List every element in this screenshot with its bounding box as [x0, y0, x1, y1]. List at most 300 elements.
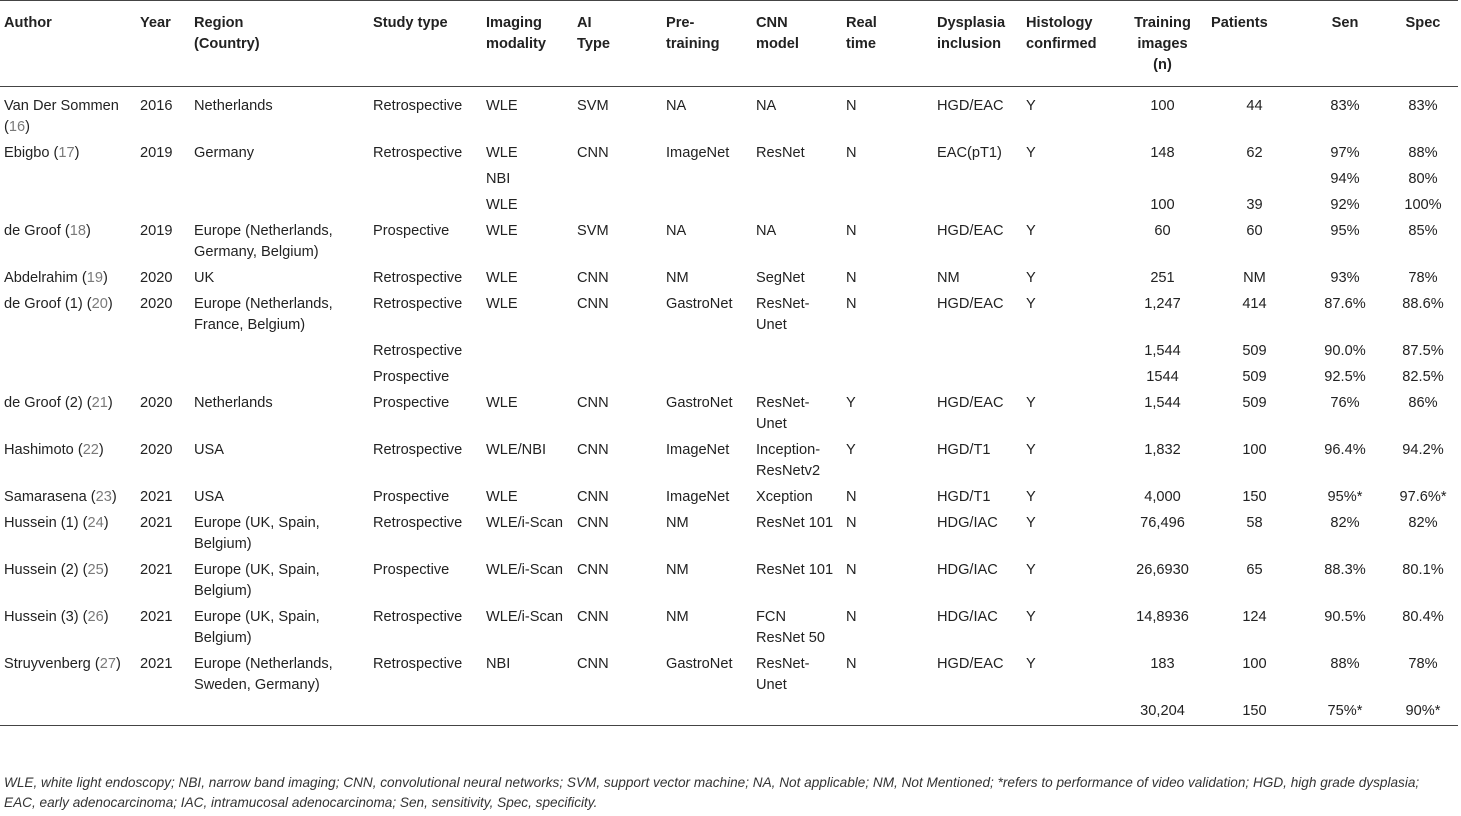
histology-confirmed-cell: Y — [1026, 145, 1036, 161]
year-cell: 2016 — [140, 98, 173, 114]
real-time-cell: N — [846, 656, 857, 672]
imaging-modality-cell — [482, 696, 573, 726]
header-dysplasia-inclusion: Dysplasia inclusion — [933, 1, 1022, 87]
dysplasia-inclusion-cell: NM — [937, 270, 960, 286]
cnn-model-cell — [752, 190, 842, 216]
histology-confirmed-cell: Y — [1026, 395, 1036, 411]
header-real-time: Real time — [842, 1, 933, 87]
table-row — [0, 190, 1458, 216]
training-images-cell — [1118, 164, 1207, 190]
table-footnote: WLE, white light endoscopy; NBI, narrow band imaging; CNN, convolutional neural networks; SVM, support vector machine; NA, Not applicable; NM, Not Mentioned; *refers to performance of video validation; HGD, high grade dysplasia; EAC, early adenocarcinoma; IAC, intramucosal adenocarcinoma; Sen, sensitivity, Spec, specificity. — [4, 775, 1420, 810]
training-images-cell: 251 — [1150, 270, 1175, 286]
table-row — [0, 362, 1458, 388]
year-cell: 2021 — [140, 656, 173, 672]
table-row — [0, 388, 1458, 435]
cnn-model-cell: NA — [756, 223, 777, 239]
study-type-cell — [369, 190, 482, 216]
sen-cell: 94% — [1330, 171, 1360, 187]
cnn-model-cell — [752, 336, 842, 362]
author-cell: Hussein (2) (25) — [4, 562, 109, 578]
header-region: Region (Country) — [190, 1, 369, 87]
author-name: Ebigbo — [4, 145, 50, 161]
training-images-cell: 148 — [1150, 145, 1175, 161]
dysplasia-inclusion-cell: HGD/EAC — [937, 395, 1004, 411]
spec-cell: 82% — [1408, 515, 1438, 531]
dysplasia-inclusion-cell: HDG/IAC — [937, 562, 998, 578]
region-cell: Europe (Netherlands, Sweden, Germany) — [194, 656, 333, 693]
table-row — [0, 435, 1458, 482]
year-cell: 2020 — [140, 442, 173, 458]
sen-cell: 97% — [1330, 145, 1360, 161]
training-images-cell: 1544 — [1146, 369, 1179, 385]
table-row — [0, 555, 1458, 602]
spec-cell: 86% — [1408, 395, 1438, 411]
dysplasia-inclusion-cell: HGD/EAC — [937, 223, 1004, 239]
pre-training-cell — [662, 190, 752, 216]
histology-confirmed-cell: Y — [1026, 562, 1036, 578]
sen-cell: 95% — [1330, 223, 1360, 239]
imaging-modality-cell: WLE/i-Scan — [486, 609, 564, 625]
histology-confirmed-cell: Y — [1026, 656, 1036, 672]
histology-confirmed-cell — [1022, 190, 1118, 216]
author-name: Van Der Sommen — [4, 98, 119, 114]
study-type-cell: Retrospective — [373, 442, 463, 458]
header-training-images: Training images (n) — [1118, 1, 1207, 87]
cnn-model-cell — [752, 696, 842, 726]
author-cell — [0, 164, 136, 190]
sen-cell: 75%* — [1302, 696, 1388, 726]
dysplasia-inclusion-cell: HGD/EAC — [937, 656, 1004, 672]
spec-cell: 87.5% — [1402, 343, 1444, 359]
sen-cell: 96.4% — [1324, 442, 1366, 458]
study-type-cell: Retrospective — [373, 609, 463, 625]
author-cell: de Groof (2) (21) — [4, 395, 113, 411]
imaging-modality-cell: WLE/i-Scan — [486, 515, 564, 531]
real-time-cell — [842, 190, 933, 216]
author-cell: Abdelrahim (19) — [4, 270, 108, 286]
sen-cell: 92.5% — [1324, 369, 1366, 385]
imaging-modality-cell: WLE — [486, 489, 518, 505]
cnn-model-cell: NA — [756, 98, 777, 114]
header-imaging-modality: Imaging modality — [482, 1, 573, 87]
patients-cell — [1207, 164, 1302, 190]
spec-cell: 88.6% — [1402, 296, 1444, 312]
sen-cell: 83% — [1330, 98, 1360, 114]
reference-number: 25 — [87, 562, 104, 578]
real-time-cell: N — [846, 98, 857, 114]
patients-cell: 509 — [1242, 369, 1267, 385]
sen-cell: 92% — [1330, 197, 1360, 213]
pre-training-cell: ImageNet — [666, 145, 730, 161]
patients-cell: 100 — [1242, 656, 1267, 672]
dysplasia-inclusion-cell: HGD/EAC — [937, 98, 1004, 114]
pre-training-cell: ImageNet — [666, 442, 730, 458]
spec-cell: 78% — [1408, 270, 1438, 286]
ai-type-cell — [573, 696, 662, 726]
patients-cell: 60 — [1246, 223, 1263, 239]
sen-cell: 88.3% — [1324, 562, 1366, 578]
dysplasia-inclusion-cell: HGD/T1 — [937, 442, 991, 458]
header-pre-training: Pre- training — [662, 1, 752, 87]
study-type-cell — [369, 164, 482, 190]
cnn-model-cell: ResNet-Unet — [756, 296, 810, 333]
ai-type-cell: CNN — [577, 515, 609, 531]
table-row — [0, 696, 1458, 726]
spec-cell: 100% — [1404, 197, 1442, 213]
real-time-cell — [842, 164, 933, 190]
header-sen: Sen — [1302, 1, 1388, 87]
pre-training-cell — [662, 696, 752, 726]
ai-type-cell — [573, 362, 662, 388]
table-row — [0, 138, 1458, 164]
table-row — [0, 87, 1458, 139]
cnn-model-cell: SegNet — [756, 270, 805, 286]
training-images-cell: 1,247 — [1144, 296, 1181, 312]
author-name: Hussein (3) — [4, 609, 79, 625]
real-time-cell: N — [846, 270, 857, 286]
ai-type-cell: CNN — [577, 270, 609, 286]
patients-cell: 44 — [1246, 98, 1263, 114]
region-cell: Germany — [194, 145, 255, 161]
histology-confirmed-cell — [1022, 164, 1118, 190]
training-images-cell: 100 — [1150, 98, 1175, 114]
table-row — [0, 164, 1458, 190]
imaging-modality-cell — [482, 336, 573, 362]
pre-training-cell: GastroNet — [666, 296, 733, 312]
reference-number: 20 — [91, 296, 108, 312]
table-row — [0, 602, 1458, 649]
study-type-cell: Retrospective — [373, 145, 463, 161]
study-type-cell: Retrospective — [373, 270, 463, 286]
region-cell: UK — [194, 270, 215, 286]
patients-cell: 58 — [1246, 515, 1263, 531]
author-cell: Van Der Sommen (16) — [4, 98, 119, 135]
spec-cell: 80.4% — [1402, 609, 1444, 625]
real-time-cell: N — [846, 489, 857, 505]
pre-training-cell: ImageNet — [666, 489, 730, 505]
real-time-cell: N — [846, 515, 857, 531]
dysplasia-inclusion-cell: HDG/IAC — [937, 609, 998, 625]
author-name: Abdelrahim — [4, 270, 78, 286]
histology-confirmed-cell: Y — [1026, 489, 1036, 505]
training-images-cell: 1,544 — [1144, 395, 1181, 411]
ai-type-cell — [573, 164, 662, 190]
pre-training-cell: NM — [666, 515, 689, 531]
spec-cell: 83% — [1408, 98, 1438, 114]
real-time-cell: N — [846, 223, 857, 239]
histology-confirmed-cell: Y — [1026, 442, 1036, 458]
training-images-cell: 1,832 — [1144, 442, 1181, 458]
dysplasia-inclusion-cell — [933, 362, 1022, 388]
training-images-cell: 30,204 — [1118, 696, 1207, 726]
cnn-model-cell: Xception — [756, 489, 813, 505]
header-row — [0, 1, 1458, 87]
ai-type-cell: CNN — [577, 489, 609, 505]
table-row — [0, 263, 1458, 289]
reference-number: 21 — [91, 395, 108, 411]
patients-cell: 414 — [1242, 296, 1267, 312]
imaging-modality-cell: NBI — [486, 171, 511, 187]
pre-training-cell: NM — [666, 270, 689, 286]
sen-cell: 95%* — [1327, 489, 1363, 505]
patients-cell: 150 — [1242, 489, 1267, 505]
spec-cell: 82.5% — [1402, 369, 1444, 385]
year-cell: 2021 — [140, 489, 173, 505]
dysplasia-inclusion-cell — [933, 190, 1022, 216]
reference-number: 24 — [87, 515, 104, 531]
training-images-cell: 60 — [1154, 223, 1171, 239]
histology-confirmed-cell: Y — [1026, 98, 1036, 114]
ai-type-cell: CNN — [577, 442, 609, 458]
region-cell — [190, 696, 369, 726]
sen-cell: 93% — [1330, 270, 1360, 286]
ai-type-cell — [573, 336, 662, 362]
author-name: Hashimoto — [4, 442, 74, 458]
ai-type-cell — [573, 190, 662, 216]
year-cell — [136, 164, 190, 190]
year-cell: 2021 — [140, 515, 173, 531]
spec-cell: 90%* — [1388, 696, 1458, 726]
imaging-modality-cell: WLE — [486, 296, 518, 312]
reference-number: 17 — [58, 145, 75, 161]
training-images-cell: 26,6930 — [1136, 562, 1189, 578]
table-row — [0, 649, 1458, 696]
region-cell — [190, 362, 369, 388]
sen-cell: 87.6% — [1324, 296, 1366, 312]
cnn-model-cell: ResNet 101 — [756, 562, 834, 578]
histology-confirmed-cell: Y — [1026, 296, 1036, 312]
imaging-modality-cell: WLE — [486, 197, 518, 213]
year-cell: 2019 — [140, 223, 173, 239]
ai-type-cell: CNN — [577, 145, 609, 161]
year-cell: 2021 — [140, 609, 173, 625]
cnn-model-cell: FCN ResNet 50 — [756, 609, 825, 646]
reference-number: 26 — [87, 609, 104, 625]
region-cell: Netherlands — [194, 395, 273, 411]
author-cell: Hussein (1) (24) — [4, 515, 109, 531]
training-images-cell: 183 — [1150, 656, 1175, 672]
spec-cell: 94.2% — [1402, 442, 1444, 458]
year-cell — [136, 696, 190, 726]
cnn-model-cell: ResNet-Unet — [756, 656, 810, 693]
imaging-modality-cell: NBI — [486, 656, 511, 672]
author-cell: de Groof (18) — [4, 223, 91, 239]
study-type-cell: Retrospective — [373, 98, 463, 114]
author-name: de Groof — [4, 223, 61, 239]
histology-confirmed-cell: Y — [1026, 270, 1036, 286]
study-type-cell: Retrospective — [373, 296, 463, 312]
pre-training-cell: NA — [666, 223, 687, 239]
author-name: Struyvenberg — [4, 656, 91, 672]
ai-type-cell: CNN — [577, 609, 609, 625]
patients-cell: 39 — [1246, 197, 1263, 213]
dysplasia-inclusion-cell — [933, 336, 1022, 362]
ai-type-cell: SVM — [577, 98, 609, 114]
histology-confirmed-cell: Y — [1026, 515, 1036, 531]
dysplasia-inclusion-cell: HGD/EAC — [937, 296, 1004, 312]
author-name: Hussein (2) — [4, 562, 79, 578]
imaging-modality-cell: WLE — [486, 395, 518, 411]
study-type-cell: Retrospective — [373, 656, 463, 672]
real-time-cell: N — [846, 296, 857, 312]
training-images-cell: 1,544 — [1144, 343, 1181, 359]
region-cell: Europe (UK, Spain, Belgium) — [194, 609, 320, 646]
table-row — [0, 216, 1458, 263]
spec-cell: 78% — [1408, 656, 1438, 672]
dysplasia-inclusion-cell — [933, 164, 1022, 190]
author-cell: Samarasena (23) — [4, 489, 117, 505]
training-images-cell: 76,496 — [1140, 515, 1185, 531]
ai-type-cell: CNN — [577, 562, 609, 578]
table-row — [0, 508, 1458, 555]
dysplasia-inclusion-cell: EAC(pT1) — [937, 145, 1002, 161]
table-body — [0, 87, 1458, 726]
real-time-cell: N — [846, 145, 857, 161]
author-cell: de Groof (1) (20) — [4, 296, 113, 312]
imaging-modality-cell: WLE — [486, 270, 518, 286]
year-cell: 2020 — [140, 296, 173, 312]
region-cell: Europe (Netherlands, Germany, Belgium) — [194, 223, 333, 260]
table-row — [0, 289, 1458, 336]
region-cell: USA — [194, 442, 225, 458]
study-type-cell: Prospective — [373, 489, 450, 505]
training-images-cell: 14,8936 — [1136, 609, 1189, 625]
spec-cell: 85% — [1408, 223, 1438, 239]
reference-number: 22 — [82, 442, 99, 458]
study-type-cell: Retrospective — [373, 515, 463, 531]
training-images-cell: 100 — [1150, 197, 1175, 213]
ai-type-cell: CNN — [577, 296, 609, 312]
author-cell — [0, 362, 136, 388]
cnn-model-cell — [752, 164, 842, 190]
region-cell — [190, 336, 369, 362]
sen-cell: 90.0% — [1324, 343, 1366, 359]
year-cell: 2020 — [140, 270, 173, 286]
histology-confirmed-cell — [1022, 696, 1118, 726]
sen-cell: 90.5% — [1324, 609, 1366, 625]
real-time-cell: N — [846, 609, 857, 625]
table-row — [0, 336, 1458, 362]
cnn-model-cell: Inception-ResNetv2 — [756, 442, 821, 479]
real-time-cell — [842, 696, 933, 726]
pre-training-cell — [662, 362, 752, 388]
author-name: Samarasena — [4, 489, 87, 505]
year-cell: 2021 — [140, 562, 173, 578]
pre-training-cell: NM — [666, 609, 689, 625]
author-cell: Hashimoto (22) — [4, 442, 104, 458]
imaging-modality-cell: WLE/i-Scan — [486, 562, 564, 578]
table-row — [0, 482, 1458, 508]
region-cell: Netherlands — [194, 98, 273, 114]
year-cell: 2019 — [140, 145, 173, 161]
ai-type-cell: CNN — [577, 395, 609, 411]
author-cell: Ebigbo (17) — [4, 145, 80, 161]
year-cell — [136, 190, 190, 216]
sen-cell: 76% — [1330, 395, 1360, 411]
region-cell — [190, 190, 369, 216]
spec-cell: 80.1% — [1402, 562, 1444, 578]
reference-number: 27 — [99, 656, 116, 672]
cnn-model-cell: ResNet-Unet — [756, 395, 810, 432]
imaging-modality-cell — [482, 362, 573, 388]
year-cell — [136, 336, 190, 362]
region-cell: Europe (UK, Spain, Belgium) — [194, 562, 320, 599]
dysplasia-inclusion-cell — [933, 696, 1022, 726]
cnn-model-cell: ResNet 101 — [756, 515, 834, 531]
dysplasia-inclusion-cell: HGD/T1 — [937, 489, 991, 505]
patients-cell: 509 — [1242, 343, 1267, 359]
imaging-modality-cell: WLE/NBI — [486, 442, 547, 458]
histology-confirmed-cell — [1022, 362, 1118, 388]
author-cell: Struyvenberg (27) — [4, 656, 121, 672]
patients-cell: 124 — [1242, 609, 1267, 625]
year-cell: 2020 — [140, 395, 173, 411]
study-type-cell: Prospective — [373, 369, 450, 385]
spec-cell: 80% — [1408, 171, 1438, 187]
region-cell: Europe (Netherlands, France, Belgium) — [194, 296, 333, 333]
patients-cell: 62 — [1246, 145, 1263, 161]
header-patients: Patients — [1207, 1, 1302, 87]
study-type-cell — [369, 696, 482, 726]
pre-training-cell — [662, 164, 752, 190]
reference-number: 23 — [95, 489, 112, 505]
histology-confirmed-cell: Y — [1026, 223, 1036, 239]
pre-training-cell: GastroNet — [666, 656, 733, 672]
dysplasia-inclusion-cell: HDG/IAC — [937, 515, 998, 531]
reference-number: 16 — [8, 119, 26, 135]
author-cell — [0, 696, 136, 726]
author-name: de Groof (2) — [4, 395, 83, 411]
real-time-cell: N — [846, 562, 857, 578]
sen-cell: 82% — [1330, 515, 1360, 531]
author-cell — [0, 336, 136, 362]
study-type-cell: Prospective — [373, 562, 450, 578]
patients-cell: 509 — [1242, 395, 1267, 411]
header-year: Year — [136, 1, 190, 87]
imaging-modality-cell: WLE — [486, 98, 518, 114]
sen-cell: 88% — [1330, 656, 1360, 672]
study-type-cell: Prospective — [373, 395, 450, 411]
imaging-modality-cell: WLE — [486, 223, 518, 239]
header-ai-type: AI Type — [573, 1, 662, 87]
author-name: de Groof (1) — [4, 296, 83, 312]
ai-type-cell: SVM — [577, 223, 609, 239]
author-name: Hussein (1) — [4, 515, 79, 531]
patients-cell: 150 — [1207, 696, 1302, 726]
histology-confirmed-cell: Y — [1026, 609, 1036, 625]
patients-cell: NM — [1243, 270, 1266, 286]
patients-cell: 100 — [1242, 442, 1267, 458]
real-time-cell: Y — [846, 442, 856, 458]
header-author: Author — [0, 1, 136, 87]
pre-training-cell: NA — [666, 98, 687, 114]
author-cell — [0, 190, 136, 216]
pre-training-cell: GastroNet — [666, 395, 733, 411]
reference-number: 18 — [69, 223, 86, 239]
header-study-type: Study type — [369, 1, 482, 87]
header-histology-confirmed: Histology confirmed — [1022, 1, 1118, 87]
reference-number: 19 — [86, 270, 103, 286]
author-cell: Hussein (3) (26) — [4, 609, 109, 625]
real-time-cell: Y — [846, 395, 856, 411]
header-spec: Spec — [1388, 1, 1458, 87]
real-time-cell — [842, 336, 933, 362]
cnn-model-cell: ResNet — [756, 145, 805, 161]
region-cell: USA — [194, 489, 225, 505]
training-images-cell: 4,000 — [1144, 489, 1181, 505]
region-cell: Europe (UK, Spain, Belgium) — [194, 515, 320, 552]
study-type-cell: Prospective — [373, 223, 450, 239]
